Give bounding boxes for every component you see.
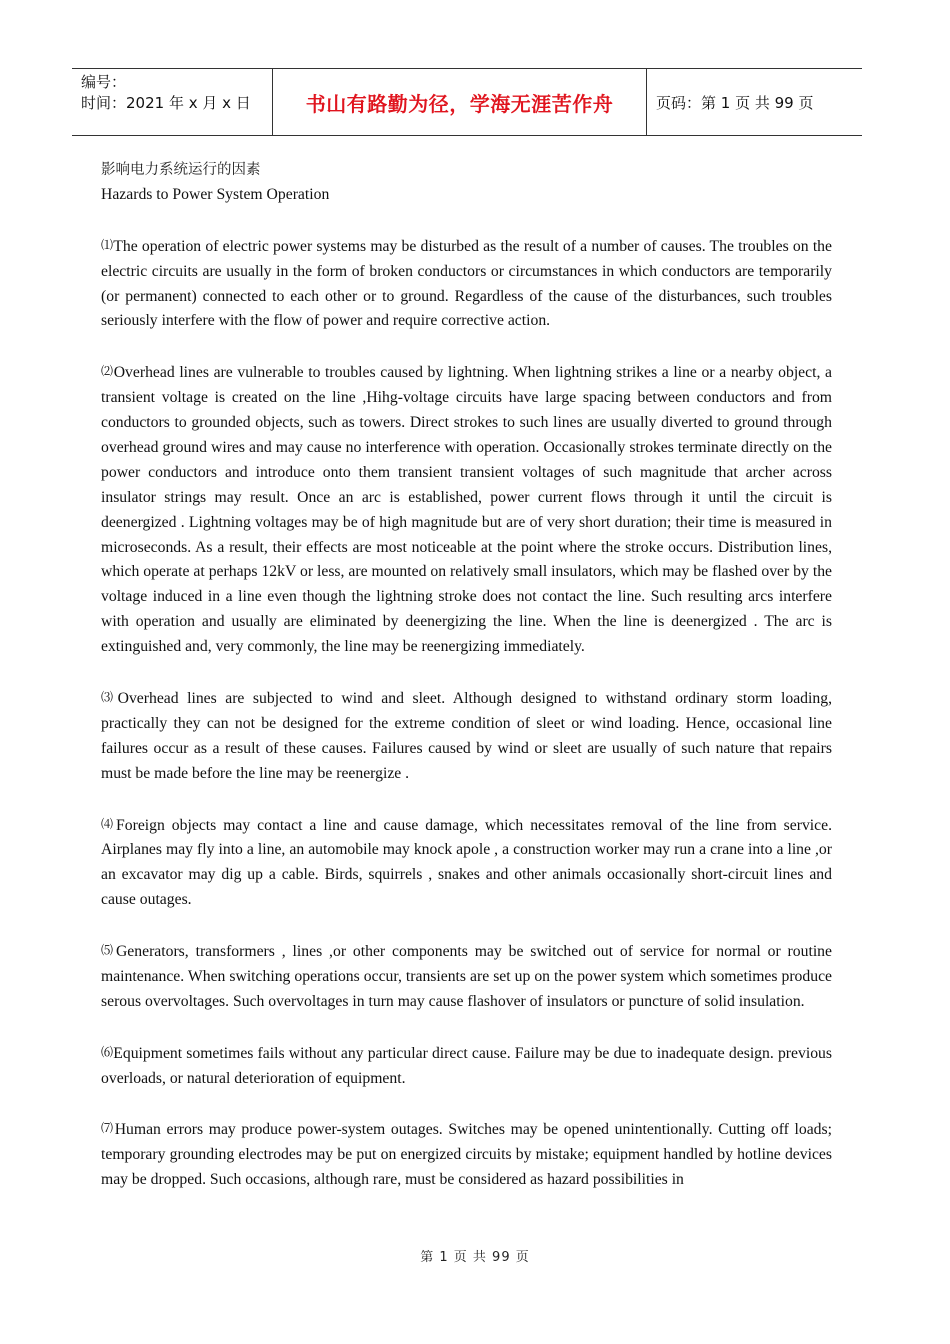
- header-page-label: 页码：第 1 页 共 99 页: [656, 93, 814, 112]
- paragraph: [101, 1116, 832, 1193]
- paragraph-text: Foreign objects may contact a line and cause damage, which necessitates removal of the line from service. Airplanes may fly into a line, an automobile may knock apole , a construction worker may run a crane into a line ,or an excavator may dig up a cable. Birds, squirrels , snakes and other animals occasionally short-circuit lines and cause outages.: [101, 816, 832, 909]
- document-title-en: Hazards to Power System Operation: [101, 185, 330, 203]
- paragraph: [101, 812, 832, 914]
- paragraph: [101, 938, 832, 1015]
- paragraph-number: ⑷: [101, 816, 117, 831]
- paragraph-number: ⑹: [101, 1044, 114, 1059]
- page-footer: 第 1 页 共 99 页: [420, 1250, 530, 1265]
- paragraph: [101, 685, 832, 787]
- document-body: [101, 158, 832, 1218]
- paragraph-text: Generators, transformers , lines ,or other components may be switched out of service for normal or routine maintenance. When switching operations occur, transients are set up on the power system which sometimes produce serous overvoltages. Such overvoltages in turn may cause flashover of insulators or puncture of solid insulation.: [101, 943, 832, 1010]
- header-motto: 书山有路勤为径，学海无涯苦作舟: [273, 69, 647, 135]
- paragraph-number: ⑸: [101, 943, 116, 958]
- document-header: [72, 68, 862, 136]
- paragraph-number: ⑶: [101, 689, 118, 704]
- paragraph-number: ⑺: [101, 1121, 115, 1136]
- header-info-cell: [72, 69, 273, 135]
- document-number-label: 编号：: [81, 73, 127, 91]
- paragraph-text: Human errors may produce power-system outages. Switches may be opened unintentionally. Cutting off loads; temporary grounding electrodes may be put on energized circuits by mistake; equipment handled by hotline devices may be dropped. Such occasions, although rare, must be considered as hazard possibilities in: [101, 1121, 832, 1189]
- document-title-zh: 影响电力系统运行的因素: [101, 162, 261, 178]
- paragraph-text: Overhead lines are vulnerable to troubles caused by lightning. When lightning strikes a line or a nearby object, a transient voltage is created on the line ,Hihg-voltage circuits have large spacing between conductors and from conductors to grounded objects, such as towers. Direct strokes to such lines are usually diverted to ground through overhead ground wires and may cause no interference with operation. Occasionally strokes terminate directly on the power conductors and introduce onto them transient transient voltages of such magnitude that archer across insulator strings may result. Once an arc is established, power current flows through it until the circuit is deenergized . Lightning voltages may be of high magnitude but are of very short duration; their time is measured in microseconds. As a result, their effects are most noticeable at the point where the stroke occurs. Distribution lines, which operate at perhaps 12kV or less, are mounted on relatively small insulators, which may be flashed over by the voltage induced in a line even though the lightning stroke does not contact the line. Such resulting arcs interfere with operation and usually are eliminated by deenergizing the line. When the line is deenergized . The arc is extinguished and, very commonly, the line may be reenergizing immediately.: [101, 364, 832, 656]
- paragraph-text: Overhead lines are subjected to wind and sleet. Although designed to withstand ordinary storm loading, practically they can not be designed for the extreme condition of sleet or wind loading. Hence, occasional line failures occur as a result of these causes. Failures caused by wind or sleet are usually of such nature that repairs must be made before the line may be reenergize .: [101, 689, 832, 782]
- paragraph-text: Equipment sometimes fails without any particular direct cause. Failure may be due to inadequate design. previous overloads, or natural deterioration of equipment.: [101, 1044, 832, 1087]
- paragraph-text: The operation of electric power systems may be disturbed as the result of a number of causes. The troubles on the electric circuits are usually in the form of broken conductors or circumstances in which conductors are temporarily (or permanent) connected to each other or to ground. Regardless of the cause of the disturbances, such troubles seriously interfere with the flow of power and require corrective action.: [101, 237, 832, 330]
- document-time-label: 时间：2021 年 x 月 x 日: [81, 94, 251, 112]
- paragraph-number: ⑴: [101, 237, 114, 252]
- paragraph: [101, 233, 832, 335]
- paragraph-number: ⑵: [101, 364, 114, 379]
- paragraph: [101, 359, 832, 660]
- paragraph: [101, 1040, 832, 1092]
